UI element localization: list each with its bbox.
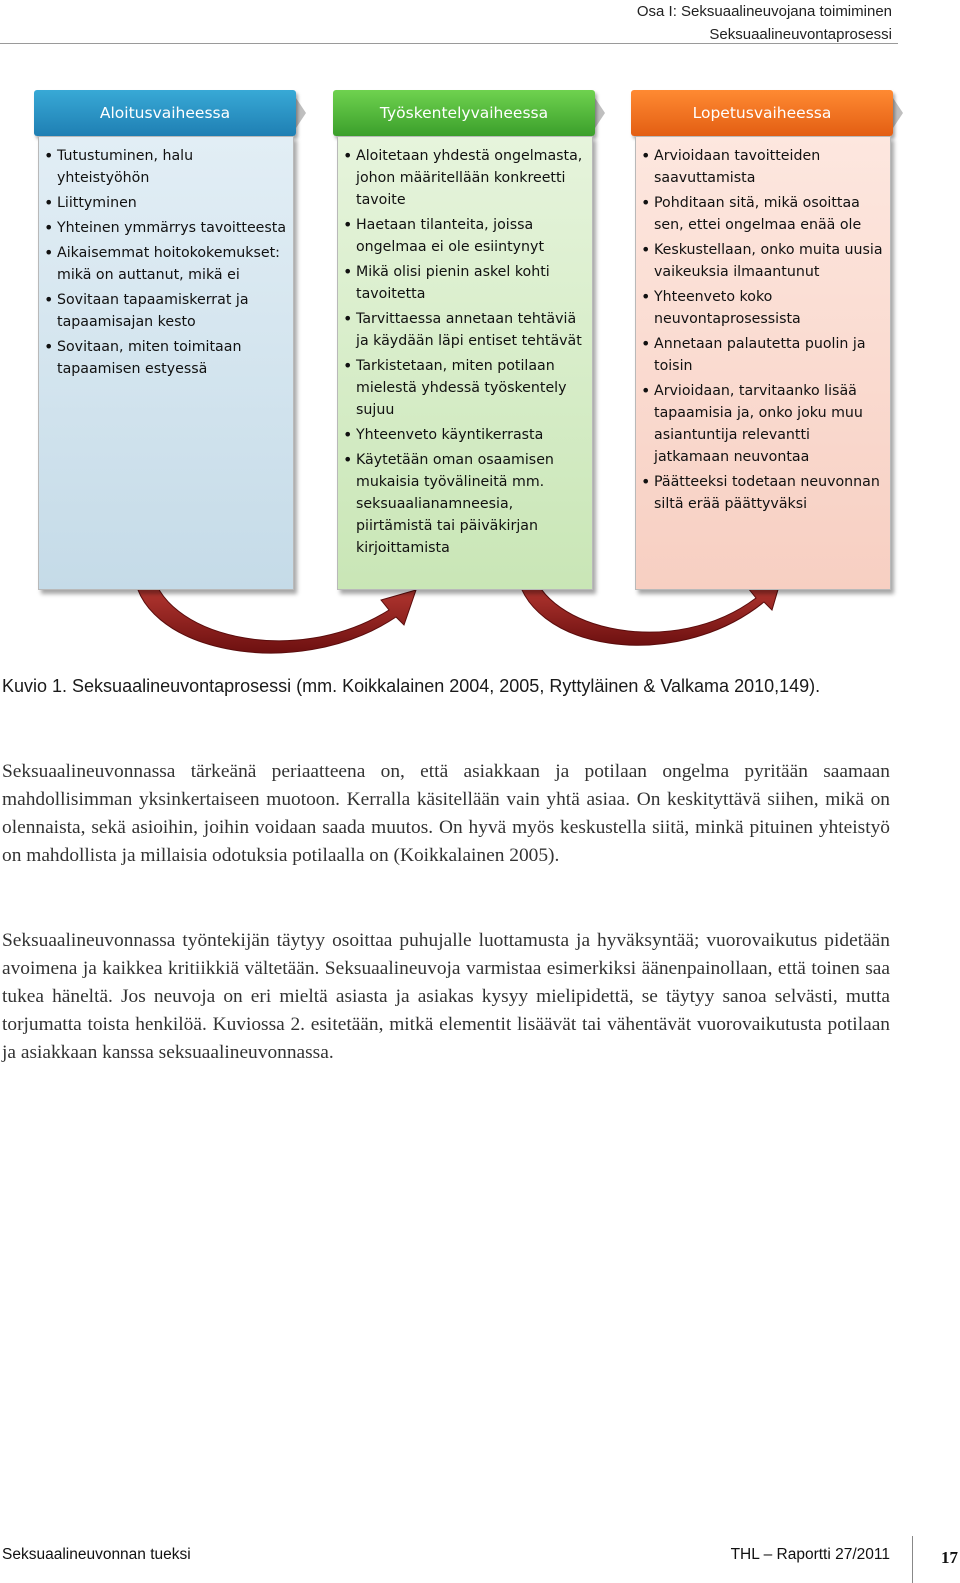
header-chapter-title: Seksuaalineuvontaprosessi bbox=[709, 26, 892, 43]
list-item: • Arvioidaan tavoitteiden saavuttamista bbox=[654, 145, 884, 189]
process-diagram bbox=[34, 90, 902, 660]
list-item: • Yhteenveto koko neuvontaprosessista bbox=[654, 286, 884, 330]
phase-aloitus bbox=[34, 90, 296, 377]
header-divider bbox=[0, 43, 898, 44]
phase-title: Lopetusvaiheessa bbox=[631, 90, 893, 136]
list-item: • Keskustellaan, onko muita uusia vaikeuksia ilmaantunut bbox=[654, 239, 884, 283]
phase-content bbox=[635, 136, 891, 590]
phase-item-list bbox=[338, 137, 592, 559]
list-item: • Liittyminen bbox=[57, 192, 287, 214]
list-item: • Päätteeksi todetaan neuvonnan siltä erää päättyväksi bbox=[654, 471, 884, 515]
list-item: • Aloitetaan yhdestä ongelmasta, johon määritellään konkreetti tavoite bbox=[356, 145, 586, 211]
footer-report-id: THL – Raportti 27/2011 bbox=[730, 1546, 890, 1563]
list-item: • Tarvittaessa annetaan tehtäviä ja käydään läpi entiset tehtävät bbox=[356, 308, 586, 352]
body-paragraph: Seksuaalineuvonnassa työntekijän täytyy osoittaa puhujalle luottamusta ja hyväksyntää; vuorovaikutus pidetään avoimena ja kaikkea kritiikkiä vältetään. Seksuaalineuvoja varmistaa esimerkiksi äänenpainollaan, että toinen saa tukea häneltä. Jos neuvoja on eri mieltä asiasta ja asiakas kysyy mielipidettä, se täytyy sanoa selvästi, mutta torjumatta toista henkilöä. Kuviossa 2. esitetään, mitkä elementit lisäävät tai vähentävät vuorovaikutusta potilaan ja asiakkaan kanssa seksuaalineuvonnassa. bbox=[2, 930, 890, 1063]
list-item: • Arvioidaan, tarvitaanko lisää tapaamisia ja, onko joku muu asiantuntija relevantti jatkamaan neuvontaa bbox=[654, 380, 884, 468]
phase-title: Aloitusvaiheessa bbox=[34, 90, 296, 136]
header-part-title: Osa I: Seksuaalineuvojana toimiminen bbox=[636, 3, 892, 20]
footer-publication-title: Seksuaalineuvonnan tueksi bbox=[2, 1546, 191, 1563]
list-item: • Yhteenveto käyntikerrasta bbox=[356, 424, 586, 446]
list-item: • Tarkistetaan, miten potilaan mielestä yhdessä työskentely sujuu bbox=[356, 355, 586, 421]
phase-content bbox=[337, 136, 593, 590]
list-item: • Sovitaan, miten toimitaan tapaamisen estyessä bbox=[57, 336, 287, 380]
list-item: • Sovitaan tapaamiskerrat ja tapaamisajan kesto bbox=[57, 289, 287, 333]
phase-item-list bbox=[636, 137, 890, 515]
body-paragraph: Seksuaalineuvonnassa tärkeänä periaatteena on, että asiakkaan ja potilaan ongelma pyritään saamaan mahdollisimman yksinkertaiseen muotoon. Kerralla käsitellään vain yhtä asiaa. On keskityttävä siihen, mikä on olennaista, sekä asioihin, joihin voidaan saada muutos. On hyvä myös keskustella siitä, minkä pituinen yhteistyö on mahdollista ja millaisia odotuksia potilaalla on (Koikkalainen 2005). bbox=[2, 761, 890, 866]
figure-caption: Kuvio 1. Seksuaalineuvontaprosessi (mm. Koikkalainen 2004, 2005, Ryttyläinen & Valkama 2010,149). bbox=[2, 676, 821, 696]
list-item: • Käytetään oman osaamisen mukaisia työvälineitä mm. seksuaalianamneesia, piirtämistä tai päiväkirjan kirjoittamista bbox=[356, 449, 586, 559]
list-item: • Pohditaan sitä, mikä osoittaa sen, ettei ongelmaa enää ole bbox=[654, 192, 884, 236]
list-item: • Yhteinen ymmärrys tavoitteesta bbox=[57, 217, 287, 239]
phase-title: Työskentelyvaiheessa bbox=[333, 90, 595, 136]
phase-content bbox=[38, 136, 294, 590]
footer-divider bbox=[912, 1536, 913, 1583]
running-header bbox=[637, 0, 892, 46]
list-item: • Aikaisemmat hoitokokemukset: mikä on auttanut, mikä ei bbox=[57, 242, 287, 286]
list-item: • Haetaan tilanteita, joissa ongelmaa ei ole esiintynyt bbox=[356, 214, 586, 258]
phase-item-list bbox=[39, 137, 293, 380]
phase-tyoskentely bbox=[333, 90, 595, 556]
list-item: • Mikä olisi pienin askel kohti tavoitetta bbox=[356, 261, 586, 305]
page-number: 17 bbox=[941, 1548, 958, 1567]
list-item: • Tutustuminen, halu yhteistyöhön bbox=[57, 145, 287, 189]
list-item: • Annetaan palautetta puolin ja toisin bbox=[654, 333, 884, 377]
phase-lopetus bbox=[631, 90, 893, 512]
